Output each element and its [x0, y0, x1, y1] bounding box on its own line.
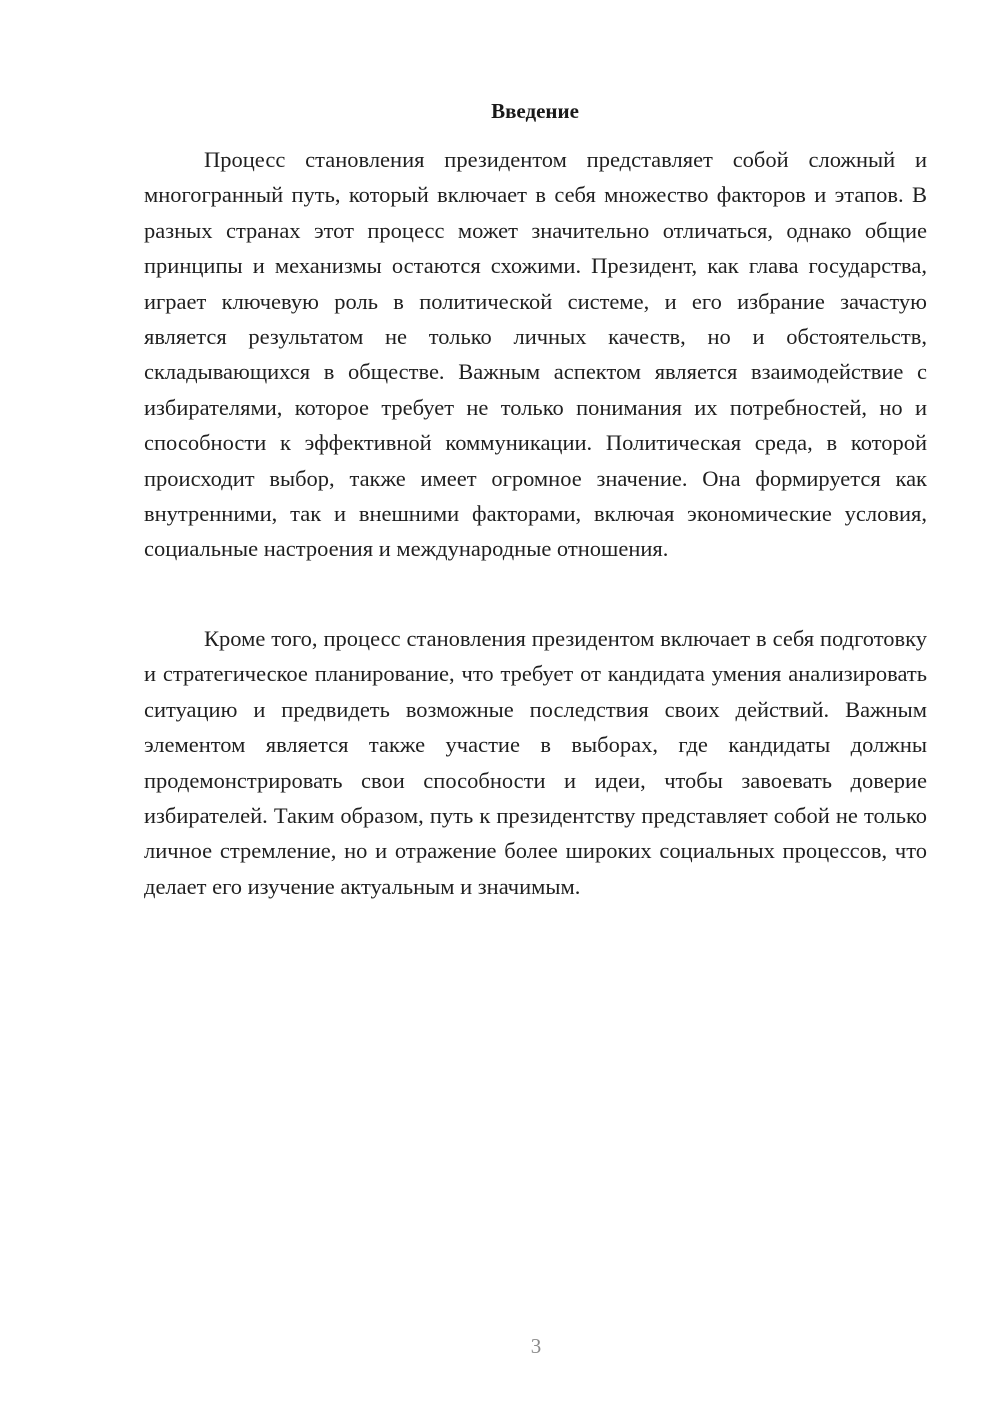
- paragraph-1: Процесс становления президентом представляет собой сложный и многогранный путь, который включает в себя множество факторов и этапов. В разных странах этот процесс может значительно отличаться, однако общие принципы и механизмы остаются схожими. Президент, как глава государства, играет ключевую роль в политической системе, и его избрание зачастую является результатом не только личных качеств, но и обстоятельств, складывающихся в обществе. Важным аспектом является взаимодействие с избирателями, которое требует не только понимания их потребностей, но и способности к эффективной коммуникации. Политическая среда, в которой происходит выбор, также имеет огромное значение. Она формируется как внутренними, так и внешними факторами, включая экономические условия, социальные настроения и международные отношения.: [144, 147, 927, 562]
- paragraph-2: Кроме того, процесс становления президентом включает в себя подготовку и стратегическое планирование, что требует от кандидата умения анализировать ситуацию и предвидеть возможные последствия своих действий. Важным элементом является также участие в выборах, где кандидаты должны продемонстрировать свои способности и идеи, чтобы завоевать доверие избирателей. Таким образом, путь к президентству представляет собой не только личное стремление, но и отражение более широких социальных процессов, что делает его изучение актуальным и значимым.: [144, 626, 927, 899]
- page-title: Введение: [491, 99, 579, 123]
- page-number: 3: [530, 1334, 542, 1358]
